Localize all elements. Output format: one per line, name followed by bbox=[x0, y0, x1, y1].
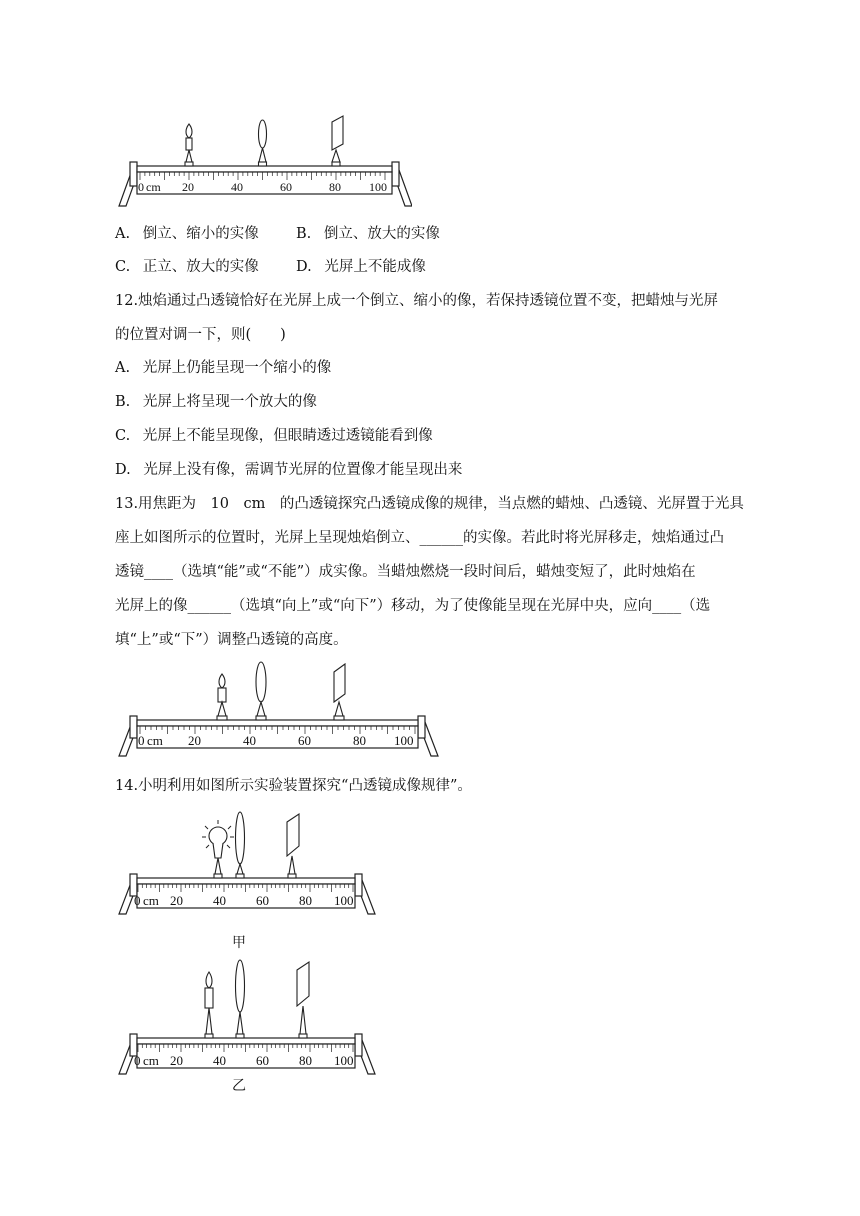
optical-bench-diagram bbox=[112, 806, 382, 918]
q11-option-b bbox=[296, 224, 440, 244]
q14-stem-line-1: 14.小明利用如图所示实验装置探究“凸透镜成像规律”。 bbox=[115, 778, 472, 794]
figure-caption-a: 甲 bbox=[232, 935, 246, 951]
light-screen bbox=[332, 116, 343, 166]
q13-stem-line-4: 光屏上的像______（选填“向上”或“向下”）移动，为了使像能呈现在光屏中央，应向____（选 bbox=[115, 598, 711, 614]
tick-label-0: 0 bbox=[138, 733, 145, 748]
tick-label-80: 80 bbox=[299, 893, 312, 908]
tick-label-100: 100 bbox=[334, 893, 354, 908]
option-text: 正立、放大的实像 bbox=[142, 259, 259, 275]
tick-label-100: 100 bbox=[369, 180, 387, 194]
tick-label-40: 40 bbox=[243, 733, 256, 748]
tick-label-20: 20 bbox=[188, 733, 201, 748]
q12-stem-line-2: 的位置对调一下，则( ) bbox=[115, 327, 286, 343]
optical-bench-figure-q14-a bbox=[112, 806, 382, 922]
option-label: D. bbox=[296, 259, 312, 275]
option-text: 光屏上仍能呈现一个缩小的像 bbox=[142, 360, 332, 376]
q12-stem-line-1: 12.烛焰通过凸透镜恰好在光屏上成一个倒立、缩小的像，若保持透镜位置不变，把蜡烛与光屏 bbox=[115, 293, 719, 309]
optical-bench-diagram bbox=[112, 656, 442, 760]
tick-label-0: 0 bbox=[134, 1053, 141, 1068]
option-label: C. bbox=[115, 259, 131, 275]
q11-option-d bbox=[296, 257, 426, 277]
bench-ruler bbox=[137, 172, 392, 194]
light-screen bbox=[297, 962, 309, 1038]
q13-stem-line-2: 座上如图所示的位置时，光屏上呈现烛焰倒立、______的实像。若此时将光屏移走，烛焰通过凸 bbox=[115, 530, 724, 546]
optical-bench-figure-q14-b bbox=[112, 952, 382, 1082]
tick-label-60: 60 bbox=[256, 893, 269, 908]
candle bbox=[217, 674, 227, 720]
option-label: B. bbox=[115, 394, 131, 410]
tick-label-80: 80 bbox=[299, 1053, 312, 1068]
tick-label-20: 20 bbox=[170, 893, 183, 908]
convex-lens bbox=[236, 960, 245, 1038]
tick-label-60: 60 bbox=[256, 1053, 269, 1068]
tick-label-100: 100 bbox=[394, 733, 414, 748]
candle bbox=[185, 124, 193, 166]
tick-label-60: 60 bbox=[298, 733, 311, 748]
tick-label-0: 0 bbox=[138, 180, 144, 194]
optical-bench-diagram bbox=[112, 110, 412, 210]
option-text: 光屏上不能成像 bbox=[324, 259, 426, 275]
tick-label-60: 60 bbox=[280, 180, 292, 194]
option-label: D. bbox=[115, 462, 131, 478]
option-text: 光屏上将呈现一个放大的像 bbox=[142, 394, 317, 410]
tick-label-unit: cm bbox=[147, 733, 163, 748]
option-text: 倒立、放大的实像 bbox=[323, 226, 440, 242]
option-text: 光屏上没有像，需调节光屏的位置像才能呈现出来 bbox=[143, 462, 463, 478]
option-label: A. bbox=[115, 226, 131, 242]
tick-label-0: 0 bbox=[134, 893, 141, 908]
q12-option-b bbox=[115, 392, 317, 412]
option-label: C. bbox=[115, 428, 131, 444]
tick-label-unit: cm bbox=[143, 893, 159, 908]
option-label: B. bbox=[296, 226, 312, 242]
light-bulb bbox=[202, 820, 234, 878]
tick-label-20: 20 bbox=[182, 180, 194, 194]
tick-label-80: 80 bbox=[329, 180, 341, 194]
tick-label-unit: cm bbox=[143, 1053, 159, 1068]
optical-bench-figure-q11 bbox=[112, 110, 412, 214]
option-label: A. bbox=[115, 360, 131, 376]
convex-lens bbox=[236, 812, 245, 878]
tick-label-40: 40 bbox=[213, 893, 226, 908]
option-text: 倒立、缩小的实像 bbox=[142, 226, 259, 242]
bench-rail bbox=[137, 166, 392, 172]
option-text: 光屏上不能呈现像，但眼睛透过透镜能看到像 bbox=[142, 428, 433, 444]
optical-bench-figure-q13 bbox=[112, 656, 442, 764]
convex-lens bbox=[259, 120, 267, 166]
figure-caption-b: 乙 bbox=[232, 1078, 246, 1094]
q11-option-c bbox=[115, 257, 259, 277]
q13-stem-line-5: 填“上”或“下”）调整凸透镜的高度。 bbox=[115, 632, 348, 648]
tick-label-40: 40 bbox=[213, 1053, 226, 1068]
light-screen bbox=[287, 814, 299, 878]
tick-label-unit: cm bbox=[146, 180, 161, 194]
q12-option-a bbox=[115, 358, 331, 378]
q12-option-c bbox=[115, 426, 433, 446]
tick-label-100: 100 bbox=[334, 1053, 354, 1068]
optical-bench-diagram bbox=[112, 952, 382, 1078]
tick-label-20: 20 bbox=[170, 1053, 183, 1068]
light-screen bbox=[334, 664, 345, 720]
convex-lens bbox=[256, 662, 266, 720]
q11-option-a bbox=[115, 224, 259, 244]
q13-stem-line-3: 透镜____（选填“能”或“不能”）成实像。当蜡烛燃烧一段时间后，蜡烛变短了，此时烛焰在 bbox=[115, 564, 696, 580]
bench-right-post bbox=[392, 162, 399, 186]
candle bbox=[205, 972, 213, 1038]
bench-left-post bbox=[130, 162, 137, 186]
tick-label-80: 80 bbox=[353, 733, 366, 748]
q12-option-d bbox=[115, 460, 462, 480]
tick-label-40: 40 bbox=[231, 180, 243, 194]
q13-stem-line-1: 13.用焦距为 10 cm 的凸透镜探究凸透镜成像的规律，当点燃的蜡烛、凸透镜、光屏置于光具 bbox=[115, 496, 744, 512]
